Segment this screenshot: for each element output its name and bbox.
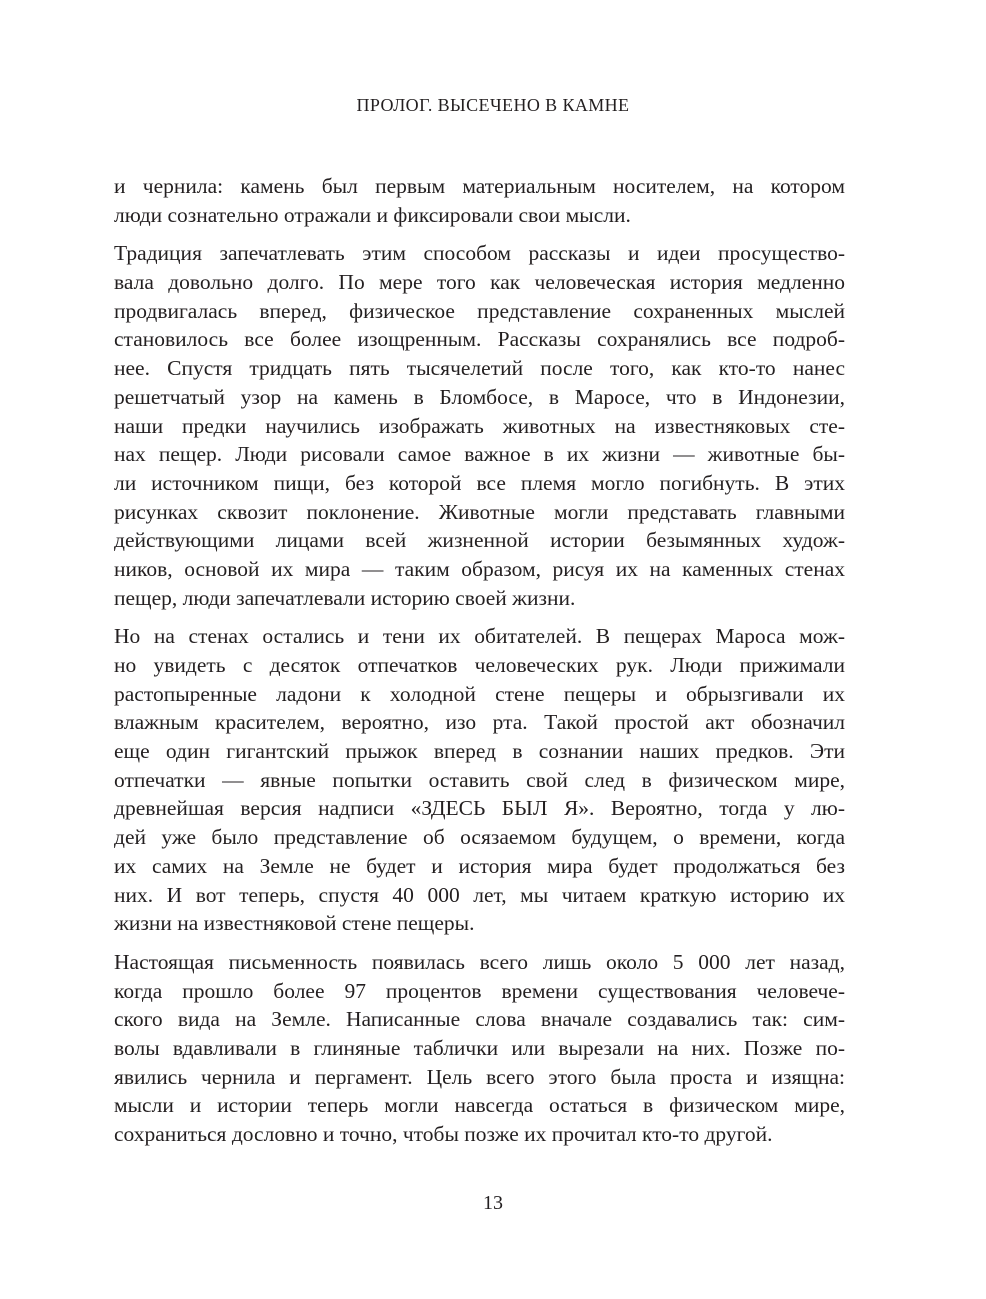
paragraph xyxy=(114,172,845,229)
text-line: решетчатый узор на камень в Бломбосе, в Маросе, что в Индонезии, xyxy=(114,384,845,409)
text-line: Но на стенах остались и тени их обитателей. В пещерах Мароса мож- xyxy=(114,624,845,649)
text-line: жизни на известняковой стене пещеры. xyxy=(114,911,475,936)
text-line: древнейшая версия надписи «ЗДЕСЬ БЫЛ Я». Вероятно, тогда у лю- xyxy=(114,796,845,821)
text-line: Традиция запечатлевать этим способом рассказы и идеи просущество- xyxy=(114,241,845,266)
text-line: влажным красителем, вероятно, изо рта. Такой простой акт обозначил xyxy=(114,710,845,735)
text-line: рисунках сквозит поклонение. Животные могли представать главными xyxy=(114,499,845,524)
text-line: люди сознательно отражали и фиксировали свои мысли. xyxy=(114,202,631,227)
text-line: отпечатки — явные попытки оставить свой след в физическом мире, xyxy=(114,767,845,792)
text-line: ли источником пищи, без которой все племя могло погибнуть. В этих xyxy=(114,470,845,495)
text-line: когда прошло более 97 процентов времени существования человече- xyxy=(114,978,845,1003)
text-line: вала довольно долго. По мере того как человеческая история медленно xyxy=(114,270,845,295)
text-line: нах пещер. Люди рисовали самое важное в их жизни — животные бы- xyxy=(114,442,845,467)
body-text xyxy=(114,172,845,1159)
text-line: становилось все более изощренным. Рассказы сохранялись все подроб- xyxy=(114,327,845,352)
page-number: 13 xyxy=(483,1192,503,1214)
text-line: мысли и истории теперь могли навсегда остаться в физическом мире, xyxy=(114,1093,845,1118)
text-line: них. И вот теперь, спустя 40 000 лет, мы читаем краткую историю их xyxy=(114,882,845,907)
paragraph xyxy=(114,948,845,1149)
text-line: ского вида на Земле. Написанные слова вначале создавались так: сим- xyxy=(114,1007,845,1032)
text-line: дей уже было представление об осязаемом будущем, о времени, когда xyxy=(114,825,845,850)
text-line: явились чернила и пергамент. Цель всего этого была проста и изящна: xyxy=(114,1064,845,1089)
text-line: растопыренные ладони к холодной стене пещеры и обрызгивали их xyxy=(114,681,845,706)
text-line: Настоящая письменность появилась всего лишь около 5 000 лет назад, xyxy=(114,949,845,974)
text-line: еще один гигантский прыжок вперед в сознании наших предков. Эти xyxy=(114,739,845,764)
text-line: ников, основой их мира — таким образом, рисуя их на каменных стенах xyxy=(114,556,845,581)
text-line: нее. Спустя тридцать пять тысячелетий после того, как кто-то нанес xyxy=(114,356,845,381)
text-line: продвигалась вперед, физическое представление сохраненных мыслей xyxy=(114,298,845,323)
text-line: волы вдавливали в глиняные таблички или вырезали на них. Позже по- xyxy=(114,1035,845,1060)
text-line: наши предки научились изображать животных на известняковых сте- xyxy=(114,413,845,438)
text-line: но увидеть с десяток отпечатков человеческих рук. Люди прижимали xyxy=(114,653,845,677)
text-line: действующими лицами всей жизненной истории безымянных худож- xyxy=(114,528,845,553)
text-line: и чернила: камень был первым материальным носителем, на котором xyxy=(114,174,845,198)
text-line: их самих на Земле не будет и история мира будет продолжаться без xyxy=(114,853,845,878)
text-line: сохраниться дословно и точно, чтобы позже их прочитал кто-то другой. xyxy=(114,1122,773,1146)
paragraph xyxy=(114,239,845,612)
paragraph xyxy=(114,622,845,938)
running-head: ПРОЛОГ. ВЫСЕЧЕНО В КАМНЕ xyxy=(356,95,630,115)
text-line: пещер, люди запечатлевали историю своей жизни. xyxy=(114,585,576,610)
